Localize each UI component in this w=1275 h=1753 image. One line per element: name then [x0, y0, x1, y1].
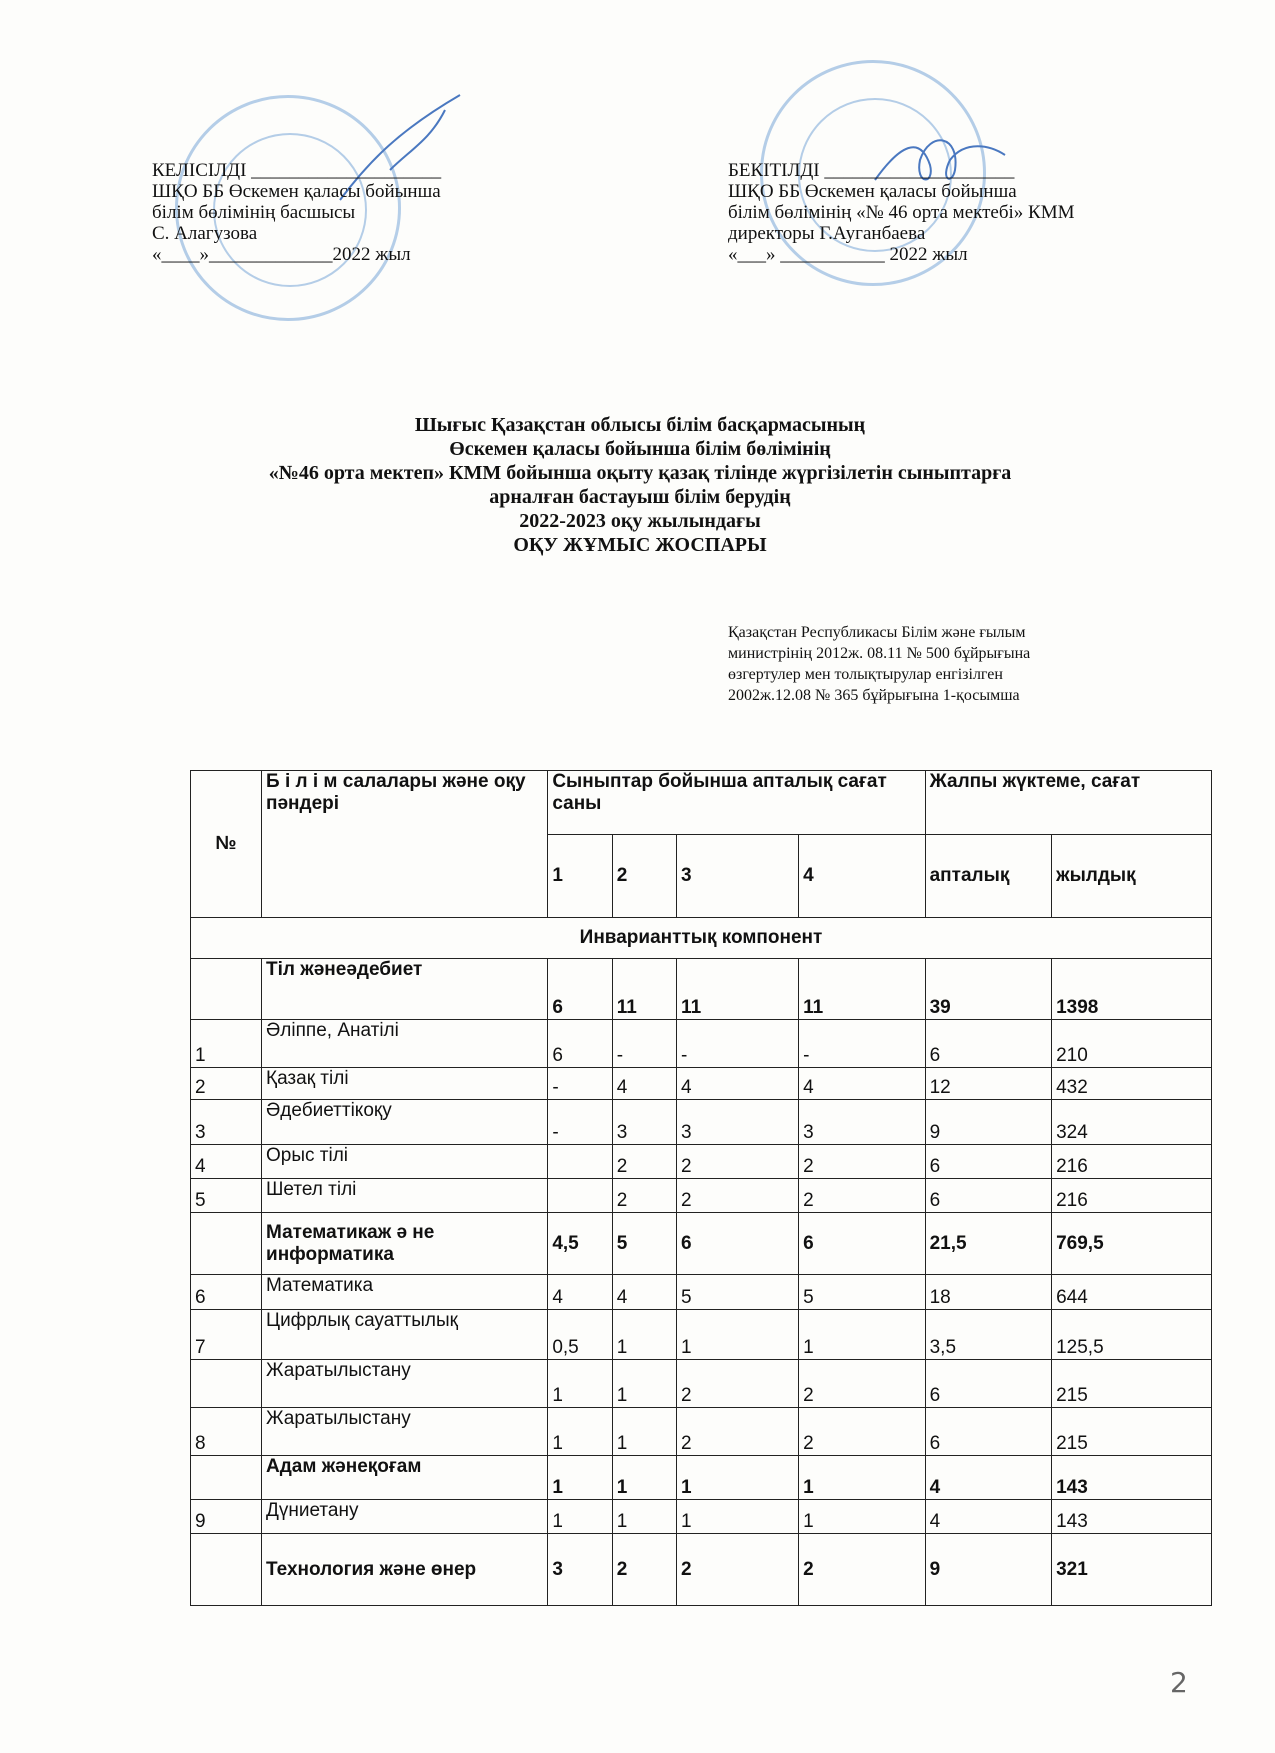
- cell-yearly: 210: [1052, 1020, 1212, 1068]
- order-note-line: 2002ж.12.08 № 365 бұйрығына 1-қосымша: [728, 687, 1020, 704]
- cell-class-4: 1: [799, 1456, 926, 1500]
- cell-class-1: 6: [548, 1020, 612, 1068]
- table-row: [191, 1500, 1212, 1534]
- cell-subject: Адам жәнеқоғам: [262, 1456, 548, 1500]
- table-row: [191, 1145, 1212, 1179]
- cell-class-3: 2: [677, 1408, 799, 1456]
- cell-weekly: 4: [925, 1456, 1052, 1500]
- cell-class-3: 2: [677, 1534, 799, 1606]
- cell-class-2: 3: [612, 1100, 676, 1145]
- cell-class-4: 2: [799, 1534, 926, 1606]
- cell-subject: Қазақ тілі: [262, 1068, 548, 1100]
- cell-weekly: 6: [925, 1145, 1052, 1179]
- cell-class-2: 2: [612, 1179, 676, 1213]
- cell-yearly: 215: [1052, 1408, 1212, 1456]
- cell-class-3: 2: [677, 1360, 799, 1408]
- cell-subject: Тіл жәнеәдебиет: [262, 959, 548, 1020]
- table-row: [191, 1360, 1212, 1408]
- cell-class-1: 1: [548, 1456, 612, 1500]
- cell-class-1: 1: [548, 1408, 612, 1456]
- cell-class-1: [548, 1145, 612, 1179]
- title-line: 2022-2023 оқу жылындағы: [519, 510, 761, 532]
- approval-right-line: директоры Г.Ауганбаева: [728, 223, 926, 244]
- cell-class-4: 2: [799, 1360, 926, 1408]
- approval-left-line: білім бөлімінің басшысы: [152, 202, 356, 223]
- cell-class-3: 1: [677, 1500, 799, 1534]
- header-total: Жалпы жүктеме, сағат: [925, 771, 1211, 835]
- header-subject: Б і л і м салалары және оқу пәндері: [262, 771, 548, 918]
- cell-class-3: 1: [677, 1456, 799, 1500]
- cell-class-1: 3: [548, 1534, 612, 1606]
- header-class-4: 4: [799, 835, 926, 918]
- title-line: арналған бастауыш білім берудің: [489, 486, 791, 508]
- cell-class-2: 2: [612, 1534, 676, 1606]
- cell-weekly: 9: [925, 1534, 1052, 1606]
- header-weekly: апталық: [925, 835, 1052, 918]
- cell-class-4: 2: [799, 1179, 926, 1213]
- header-class-2: 2: [612, 835, 676, 918]
- order-note-line: министрінің 2012ж. 08.11 № 500 бұйрығына: [728, 645, 1031, 662]
- cell-subject: Дүниетану: [262, 1500, 548, 1534]
- cell-yearly: 216: [1052, 1145, 1212, 1179]
- cell-class-1: 6: [548, 959, 612, 1020]
- table-row: [191, 1456, 1212, 1500]
- cell-class-2: 11: [612, 959, 676, 1020]
- cell-class-2: 1: [612, 1408, 676, 1456]
- table-row: [191, 1408, 1212, 1456]
- cell-subject: Жаратылыстану: [262, 1408, 548, 1456]
- cell-yearly: 215: [1052, 1360, 1212, 1408]
- cell-class-4: -: [799, 1020, 926, 1068]
- title-line: Өскемен қаласы бойынша білім бөлімінің: [449, 438, 831, 460]
- cell-class-4: 2: [799, 1145, 926, 1179]
- cell-weekly: 21,5: [925, 1213, 1052, 1275]
- table-row: [191, 1534, 1212, 1606]
- cell-weekly: 3,5: [925, 1310, 1052, 1360]
- cell-no: [191, 1534, 262, 1606]
- cell-class-1: -: [548, 1068, 612, 1100]
- cell-weekly: 18: [925, 1275, 1052, 1310]
- order-note-line: өзгертулер мен толықтырулар енгізілген: [728, 666, 1003, 683]
- cell-yearly: 769,5: [1052, 1213, 1212, 1275]
- page-number: 2: [1170, 1666, 1188, 1699]
- cell-class-2: -: [612, 1020, 676, 1068]
- cell-class-1: -: [548, 1100, 612, 1145]
- cell-yearly: 143: [1052, 1456, 1212, 1500]
- cell-yearly: 644: [1052, 1275, 1212, 1310]
- cell-class-2: 1: [612, 1500, 676, 1534]
- cell-subject: Шетел тілі: [262, 1179, 548, 1213]
- cell-class-3: 2: [677, 1145, 799, 1179]
- curriculum-table: [190, 770, 1212, 1606]
- order-note-line: Қазақстан Республикасы Білім және ғылым: [728, 624, 1026, 641]
- cell-class-1: 1: [548, 1500, 612, 1534]
- cell-class-3: -: [677, 1020, 799, 1068]
- cell-no: 6: [191, 1275, 262, 1310]
- table-row: [191, 1310, 1212, 1360]
- cell-no: [191, 1213, 262, 1275]
- cell-class-3: 5: [677, 1275, 799, 1310]
- cell-weekly: 6: [925, 1360, 1052, 1408]
- cell-class-1: 4: [548, 1275, 612, 1310]
- approval-left-line: «____»_____________2022 жыл: [152, 244, 411, 265]
- cell-class-4: 11: [799, 959, 926, 1020]
- header-classes: Сыныптар бойынша апталық сағат саны: [548, 771, 925, 835]
- cell-yearly: 1398: [1052, 959, 1212, 1020]
- cell-no: 8: [191, 1408, 262, 1456]
- cell-no: [191, 959, 262, 1020]
- cell-class-3: 1: [677, 1310, 799, 1360]
- cell-class-2: 4: [612, 1068, 676, 1100]
- cell-subject: Орыс тілі: [262, 1145, 548, 1179]
- cell-class-1: 4,5: [548, 1213, 612, 1275]
- cell-no: 5: [191, 1179, 262, 1213]
- cell-class-4: 3: [799, 1100, 926, 1145]
- header-yearly: жылдық: [1052, 835, 1212, 918]
- order-reference-note: [728, 622, 1030, 706]
- cell-no: [191, 1456, 262, 1500]
- cell-class-4: 2: [799, 1408, 926, 1456]
- cell-class-4: 5: [799, 1275, 926, 1310]
- cell-class-2: 4: [612, 1275, 676, 1310]
- cell-class-3: 11: [677, 959, 799, 1020]
- cell-subject: Цифрлық сауаттылық: [262, 1310, 548, 1360]
- cell-class-2: 5: [612, 1213, 676, 1275]
- cell-class-2: 2: [612, 1145, 676, 1179]
- table-row: [191, 1275, 1212, 1310]
- cell-class-4: 1: [799, 1500, 926, 1534]
- cell-class-2: 1: [612, 1456, 676, 1500]
- title-line: ОҚУ ЖҰМЫС ЖОСПАРЫ: [513, 534, 767, 556]
- title-line: «№46 орта мектеп» КММ бойынша оқыту қазақ тілінде жүргізілетін сыныптарға: [268, 462, 1012, 484]
- cell-no: 1: [191, 1020, 262, 1068]
- table-header-row: [191, 771, 1212, 835]
- cell-yearly: 321: [1052, 1534, 1212, 1606]
- cell-subject: Математикаж ә не информатика: [262, 1213, 548, 1275]
- approval-right-line: БЕКІТІЛДІ ____________________: [728, 160, 1015, 181]
- table-row: [191, 1068, 1212, 1100]
- approval-left-line: КЕЛІСІЛДІ ____________________: [152, 160, 442, 181]
- cell-subject: Әліппе, Анатілі: [262, 1020, 548, 1068]
- cell-class-3: 3: [677, 1100, 799, 1145]
- cell-class-2: 1: [612, 1360, 676, 1408]
- cell-weekly: 12: [925, 1068, 1052, 1100]
- cell-no: 4: [191, 1145, 262, 1179]
- cell-subject: Жаратылыстану: [262, 1360, 548, 1408]
- cell-weekly: 9: [925, 1100, 1052, 1145]
- cell-no: 2: [191, 1068, 262, 1100]
- cell-class-1: 1: [548, 1360, 612, 1408]
- approval-left-line: ШҚО ББ Өскемен қаласы бойынша: [152, 181, 441, 202]
- cell-weekly: 39: [925, 959, 1052, 1020]
- cell-subject: Технология және өнер: [262, 1534, 548, 1606]
- cell-class-3: 2: [677, 1179, 799, 1213]
- approval-left-line: С. Алагузова: [152, 223, 258, 244]
- cell-weekly: 6: [925, 1020, 1052, 1068]
- cell-no: 3: [191, 1100, 262, 1145]
- table-row: [191, 1213, 1212, 1275]
- table-row: [191, 1179, 1212, 1213]
- cell-class-4: 6: [799, 1213, 926, 1275]
- cell-class-4: 4: [799, 1068, 926, 1100]
- cell-yearly: 432: [1052, 1068, 1212, 1100]
- cell-no: 7: [191, 1310, 262, 1360]
- cell-class-3: 6: [677, 1213, 799, 1275]
- table-row: [191, 1100, 1212, 1145]
- approval-right-line: «___» ___________ 2022 жыл: [728, 244, 968, 265]
- cell-subject: Математика: [262, 1275, 548, 1310]
- cell-subject: Әдебиеттікоқу: [262, 1100, 548, 1145]
- cell-class-3: 4: [677, 1068, 799, 1100]
- title-line: Шығыс Қазақстан облысы білім басқармасының: [414, 414, 866, 436]
- cell-yearly: 125,5: [1052, 1310, 1212, 1360]
- document-title: [180, 413, 1100, 557]
- section-row: [191, 918, 1212, 959]
- header-no: №: [191, 771, 262, 918]
- cell-class-1: 0,5: [548, 1310, 612, 1360]
- cell-no: 9: [191, 1500, 262, 1534]
- approval-right-line: білім бөлімінің «№ 46 орта мектебі» КММ: [728, 202, 1075, 223]
- table-row: [191, 959, 1212, 1020]
- approval-block-right: [728, 160, 1075, 265]
- cell-no: [191, 1360, 262, 1408]
- cell-yearly: 216: [1052, 1179, 1212, 1213]
- table-row: [191, 1020, 1212, 1068]
- header-class-3: 3: [677, 835, 799, 918]
- cell-yearly: 324: [1052, 1100, 1212, 1145]
- section-invariant: Инварианттық компонент: [191, 918, 1212, 959]
- approval-right-line: ШҚО ББ Өскемен қаласы бойынша: [728, 181, 1017, 202]
- header-class-1: 1: [548, 835, 612, 918]
- cell-class-4: 1: [799, 1310, 926, 1360]
- cell-class-2: 1: [612, 1310, 676, 1360]
- cell-yearly: 143: [1052, 1500, 1212, 1534]
- cell-weekly: 6: [925, 1408, 1052, 1456]
- cell-weekly: 4: [925, 1500, 1052, 1534]
- cell-weekly: 6: [925, 1179, 1052, 1213]
- approval-block-left: [152, 160, 441, 265]
- cell-class-1: [548, 1179, 612, 1213]
